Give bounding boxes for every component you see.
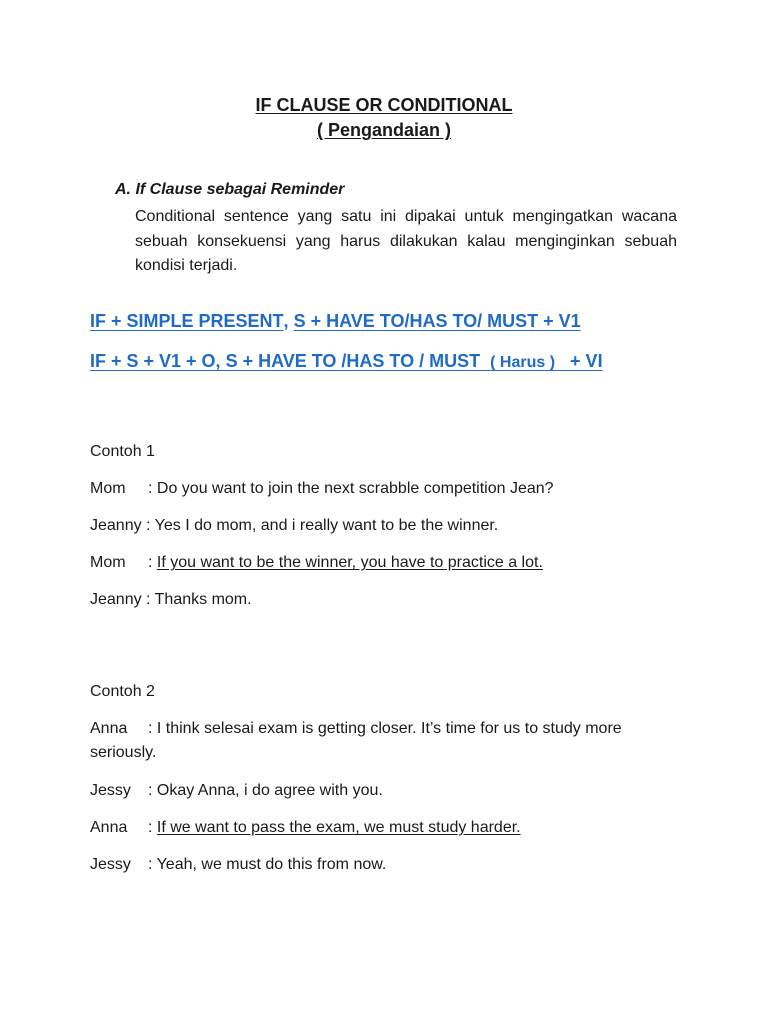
speaker-name: Anna bbox=[90, 720, 128, 737]
formula-line-1 bbox=[90, 311, 581, 332]
example-1-label: Contoh 1 bbox=[90, 443, 155, 460]
dialog-text: : Yeah, we must do this from now. bbox=[148, 856, 387, 873]
formula-line-2 bbox=[90, 351, 603, 372]
dialog-line bbox=[90, 514, 680, 538]
speaker-name: Mom bbox=[90, 554, 126, 571]
dialog-line bbox=[90, 816, 680, 840]
formula-1-part-1: IF + SIMPLE PRESENT bbox=[90, 311, 284, 331]
dialog-text: : Okay Anna, i do agree with you. bbox=[148, 782, 383, 799]
section-a-body: Conditional sentence yang satu ini dipakai untuk mengingatkan wacana sebuah konsekuensi yang harus dilakukan kalau menginginkan sebuah kondisi terjadi. bbox=[135, 208, 677, 274]
dialog-text: : Yes I do mom, and i really want to be the winner. bbox=[146, 517, 499, 534]
dialog-line bbox=[90, 477, 680, 501]
formula-1-part-2: S + HAVE TO/HAS TO/ MUST + V1 bbox=[293, 311, 581, 331]
dialog-line bbox=[90, 551, 680, 575]
speaker-name: Anna bbox=[90, 819, 128, 836]
dialog-colon: : bbox=[148, 819, 157, 836]
speaker-name: Mom bbox=[90, 480, 126, 497]
dialog-text: : Thanks mom. bbox=[146, 591, 252, 608]
speaker-name: Jessy bbox=[90, 856, 131, 873]
speaker-name: Jessy bbox=[90, 782, 131, 799]
dialog-line bbox=[90, 853, 680, 877]
dialog-text-underlined: If you want to be the winner, you have to practice a lot. bbox=[156, 554, 543, 571]
dialog-line bbox=[90, 717, 680, 765]
dialog-line bbox=[90, 588, 680, 612]
dialog-colon: : bbox=[148, 554, 157, 571]
dialog-line bbox=[90, 779, 680, 803]
formula-2-part-1: IF + S + V1 + O, S + HAVE TO /HAS TO / MUST bbox=[90, 351, 481, 371]
dialog-text: : I think selesai exam is getting closer. It’s time for us to study more seriously. bbox=[90, 720, 622, 761]
dialog-text-underlined: If we want to pass the exam, we must study harder. bbox=[156, 819, 521, 836]
example-2-label: Contoh 2 bbox=[90, 683, 155, 700]
section-a-heading: A. If Clause sebagai Reminder bbox=[115, 181, 345, 198]
formula-2-part-3: + VI bbox=[570, 351, 603, 371]
speaker-name: Jeanny bbox=[90, 517, 142, 534]
formula-1-separator: , bbox=[283, 311, 289, 331]
formula-2-part-2: ( Harus ) bbox=[490, 354, 556, 371]
page-subtitle: ( Pengandaian ) bbox=[316, 120, 451, 140]
page-title: IF CLAUSE OR CONDITIONAL bbox=[255, 95, 513, 115]
speaker-name: Jeanny bbox=[90, 591, 142, 608]
dialog-text: : Do you want to join the next scrabble competition Jean? bbox=[148, 480, 554, 497]
